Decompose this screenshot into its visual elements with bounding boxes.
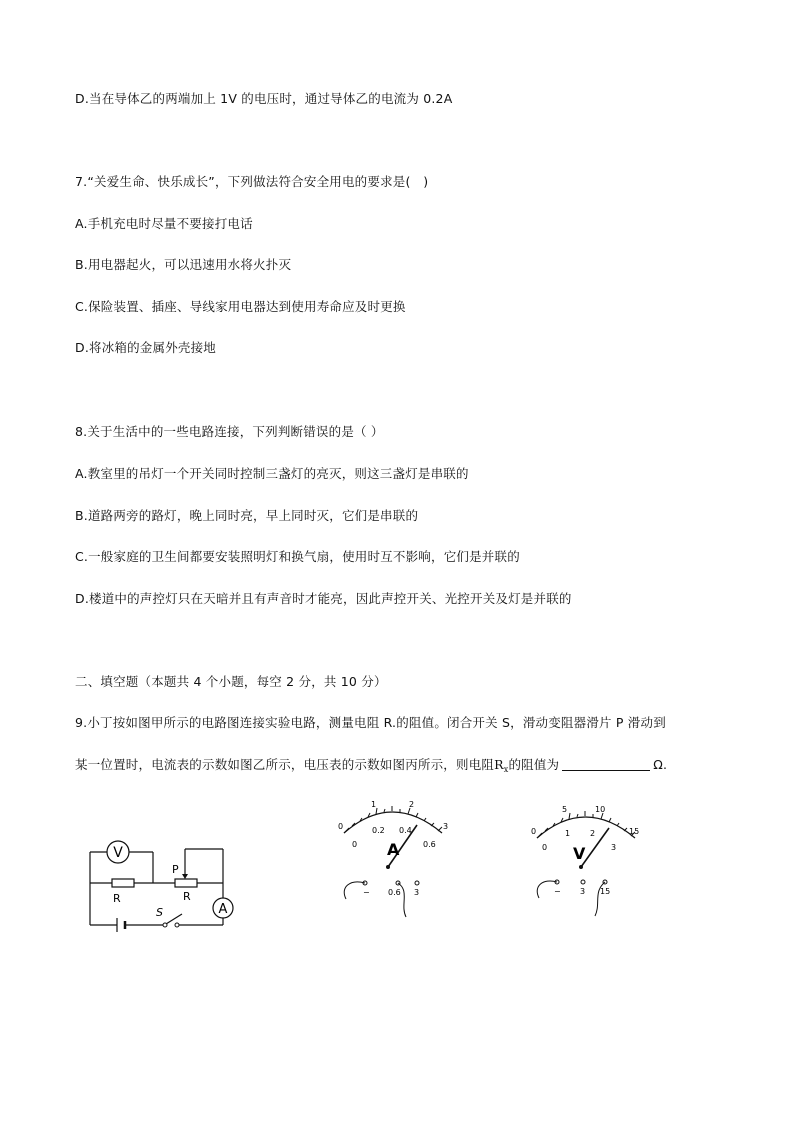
- voltmeter-inner-1: 1: [565, 829, 571, 838]
- ammeter-outer-1: 1: [371, 800, 377, 809]
- q6-option-d: D.当在导体乙的两端加上 1V 的电压时，通过导体乙的电流为 0.2A: [75, 91, 453, 106]
- voltmeter-dial: [525, 800, 650, 925]
- voltmeter-inner-0: 0: [542, 843, 548, 852]
- ammeter-terminal-3-label: 3: [414, 888, 420, 897]
- rx-main: R: [494, 757, 504, 772]
- ammeter-symbol: A: [387, 840, 400, 859]
- ammeter-dial: [330, 795, 455, 920]
- slider-label: P: [172, 863, 179, 876]
- ammeter-inner-1: 0.2: [372, 826, 385, 835]
- q8-option-a: A.教室里的吊灯一个开关同时控制三盏灯的亮灭，则这三盏灯是串联的: [75, 466, 469, 481]
- switch-contact-icon: [163, 923, 167, 927]
- voltmeter-symbol: V: [573, 844, 586, 863]
- rx-symbol: [494, 757, 508, 772]
- q7-option-c: C.保险装置、插座、导线家用电器达到使用寿命应及时更换: [75, 299, 406, 314]
- q7-option-a: A.手机充电时尽量不要接打电话: [75, 216, 253, 231]
- ammeter-pivot-icon: [386, 865, 390, 869]
- voltmeter-terminal-3-label: 3: [580, 887, 586, 896]
- q9-line1: 9.小丁按如图甲所示的电路图连接实验电路，测量电阻 R.的阻值。闭合开关 S，滑动变阻器滑片 P 滑动到: [75, 715, 666, 730]
- q7-option-b: B.用电器起火，可以迅速用水将火扑灭: [75, 257, 292, 272]
- ammeter-wire-icon: [344, 882, 365, 899]
- voltmeter-terminal-neg-label: −: [554, 887, 561, 896]
- voltmeter-outer-10: 10: [595, 805, 606, 814]
- slider-arrow-icon: [182, 874, 188, 879]
- ammeter-inner-2: 0.4: [399, 826, 412, 835]
- q9-line2-pre: 某一位置时，电流表的示数如图乙所示，电压表的示数如图丙所示，则电阻: [75, 757, 495, 772]
- q8-stem: 8.关于生活中的一些电路连接，下列判断错误的是（ ）: [75, 424, 384, 439]
- voltmeter-outer-15: 15: [629, 827, 640, 836]
- ammeter-outer-0: 0: [338, 822, 344, 831]
- voltmeter-scale-ticks: [537, 811, 635, 838]
- ammeter-inner-3: 0.6: [423, 840, 436, 849]
- ammeter-terminal-06-label: 0.6: [388, 888, 401, 897]
- ammeter-inner-0: 0: [352, 840, 358, 849]
- voltmeter-outer-5: 5: [562, 805, 568, 814]
- battery-icon: [117, 918, 125, 932]
- voltmeter-terminal-3-icon[interactable]: [581, 880, 585, 884]
- voltmeter-pivot-icon: [579, 865, 583, 869]
- switch-label: S: [156, 906, 163, 919]
- section-title: 二、填空题（本题共 4 个小题，每空 2 分，共 10 分）: [75, 674, 387, 689]
- ammeter-outer-3: 3: [443, 822, 449, 831]
- rheostat-label: R: [183, 890, 191, 903]
- q8-option-d: D.楼道中的声控灯只在天暗并且有声音时才能亮，因此声控开关、光控开关及灯是并联的: [75, 591, 572, 606]
- voltmeter-symbol: V: [113, 845, 123, 861]
- ammeter-outer-2: 2: [409, 800, 415, 809]
- resistor-label: R: [113, 892, 121, 905]
- q7-stem: 7.“关爱生命、快乐成长”，下列做法符合安全用电的要求是( ): [75, 174, 429, 189]
- rheostat: [175, 879, 197, 887]
- switch-contact-icon: [175, 923, 179, 927]
- q7-option-d: D.将冰箱的金属外壳接地: [75, 340, 216, 355]
- voltmeter-inner-3: 3: [611, 843, 617, 852]
- voltmeter-outer-0: 0: [531, 827, 537, 836]
- ammeter-terminal-neg-label: −: [363, 888, 370, 897]
- ammeter-scale-ticks: [344, 806, 442, 833]
- q9-line2-post: Ω.: [653, 757, 668, 772]
- q8-option-b: B.道路两旁的路灯，晚上同时亮，早上同时灭，它们是串联的: [75, 508, 419, 523]
- rx-subscript: x: [503, 765, 509, 774]
- voltmeter-terminal-15-label: 15: [600, 887, 611, 896]
- circuit-diagram: [85, 830, 245, 935]
- q8-option-c: C.一般家庭的卫生间都要安装照明灯和换气扇，使用时互不影响，它们是并联的: [75, 549, 520, 564]
- voltmeter-inner-2: 2: [590, 829, 596, 838]
- q9-line2: [75, 755, 667, 774]
- resistor-rx: [112, 879, 134, 887]
- q9-line2-mid: 的阻值为: [508, 757, 560, 772]
- ammeter-symbol: A: [218, 902, 228, 917]
- answer-blank[interactable]: [562, 758, 650, 771]
- ammeter-terminal-3-icon[interactable]: [415, 881, 419, 885]
